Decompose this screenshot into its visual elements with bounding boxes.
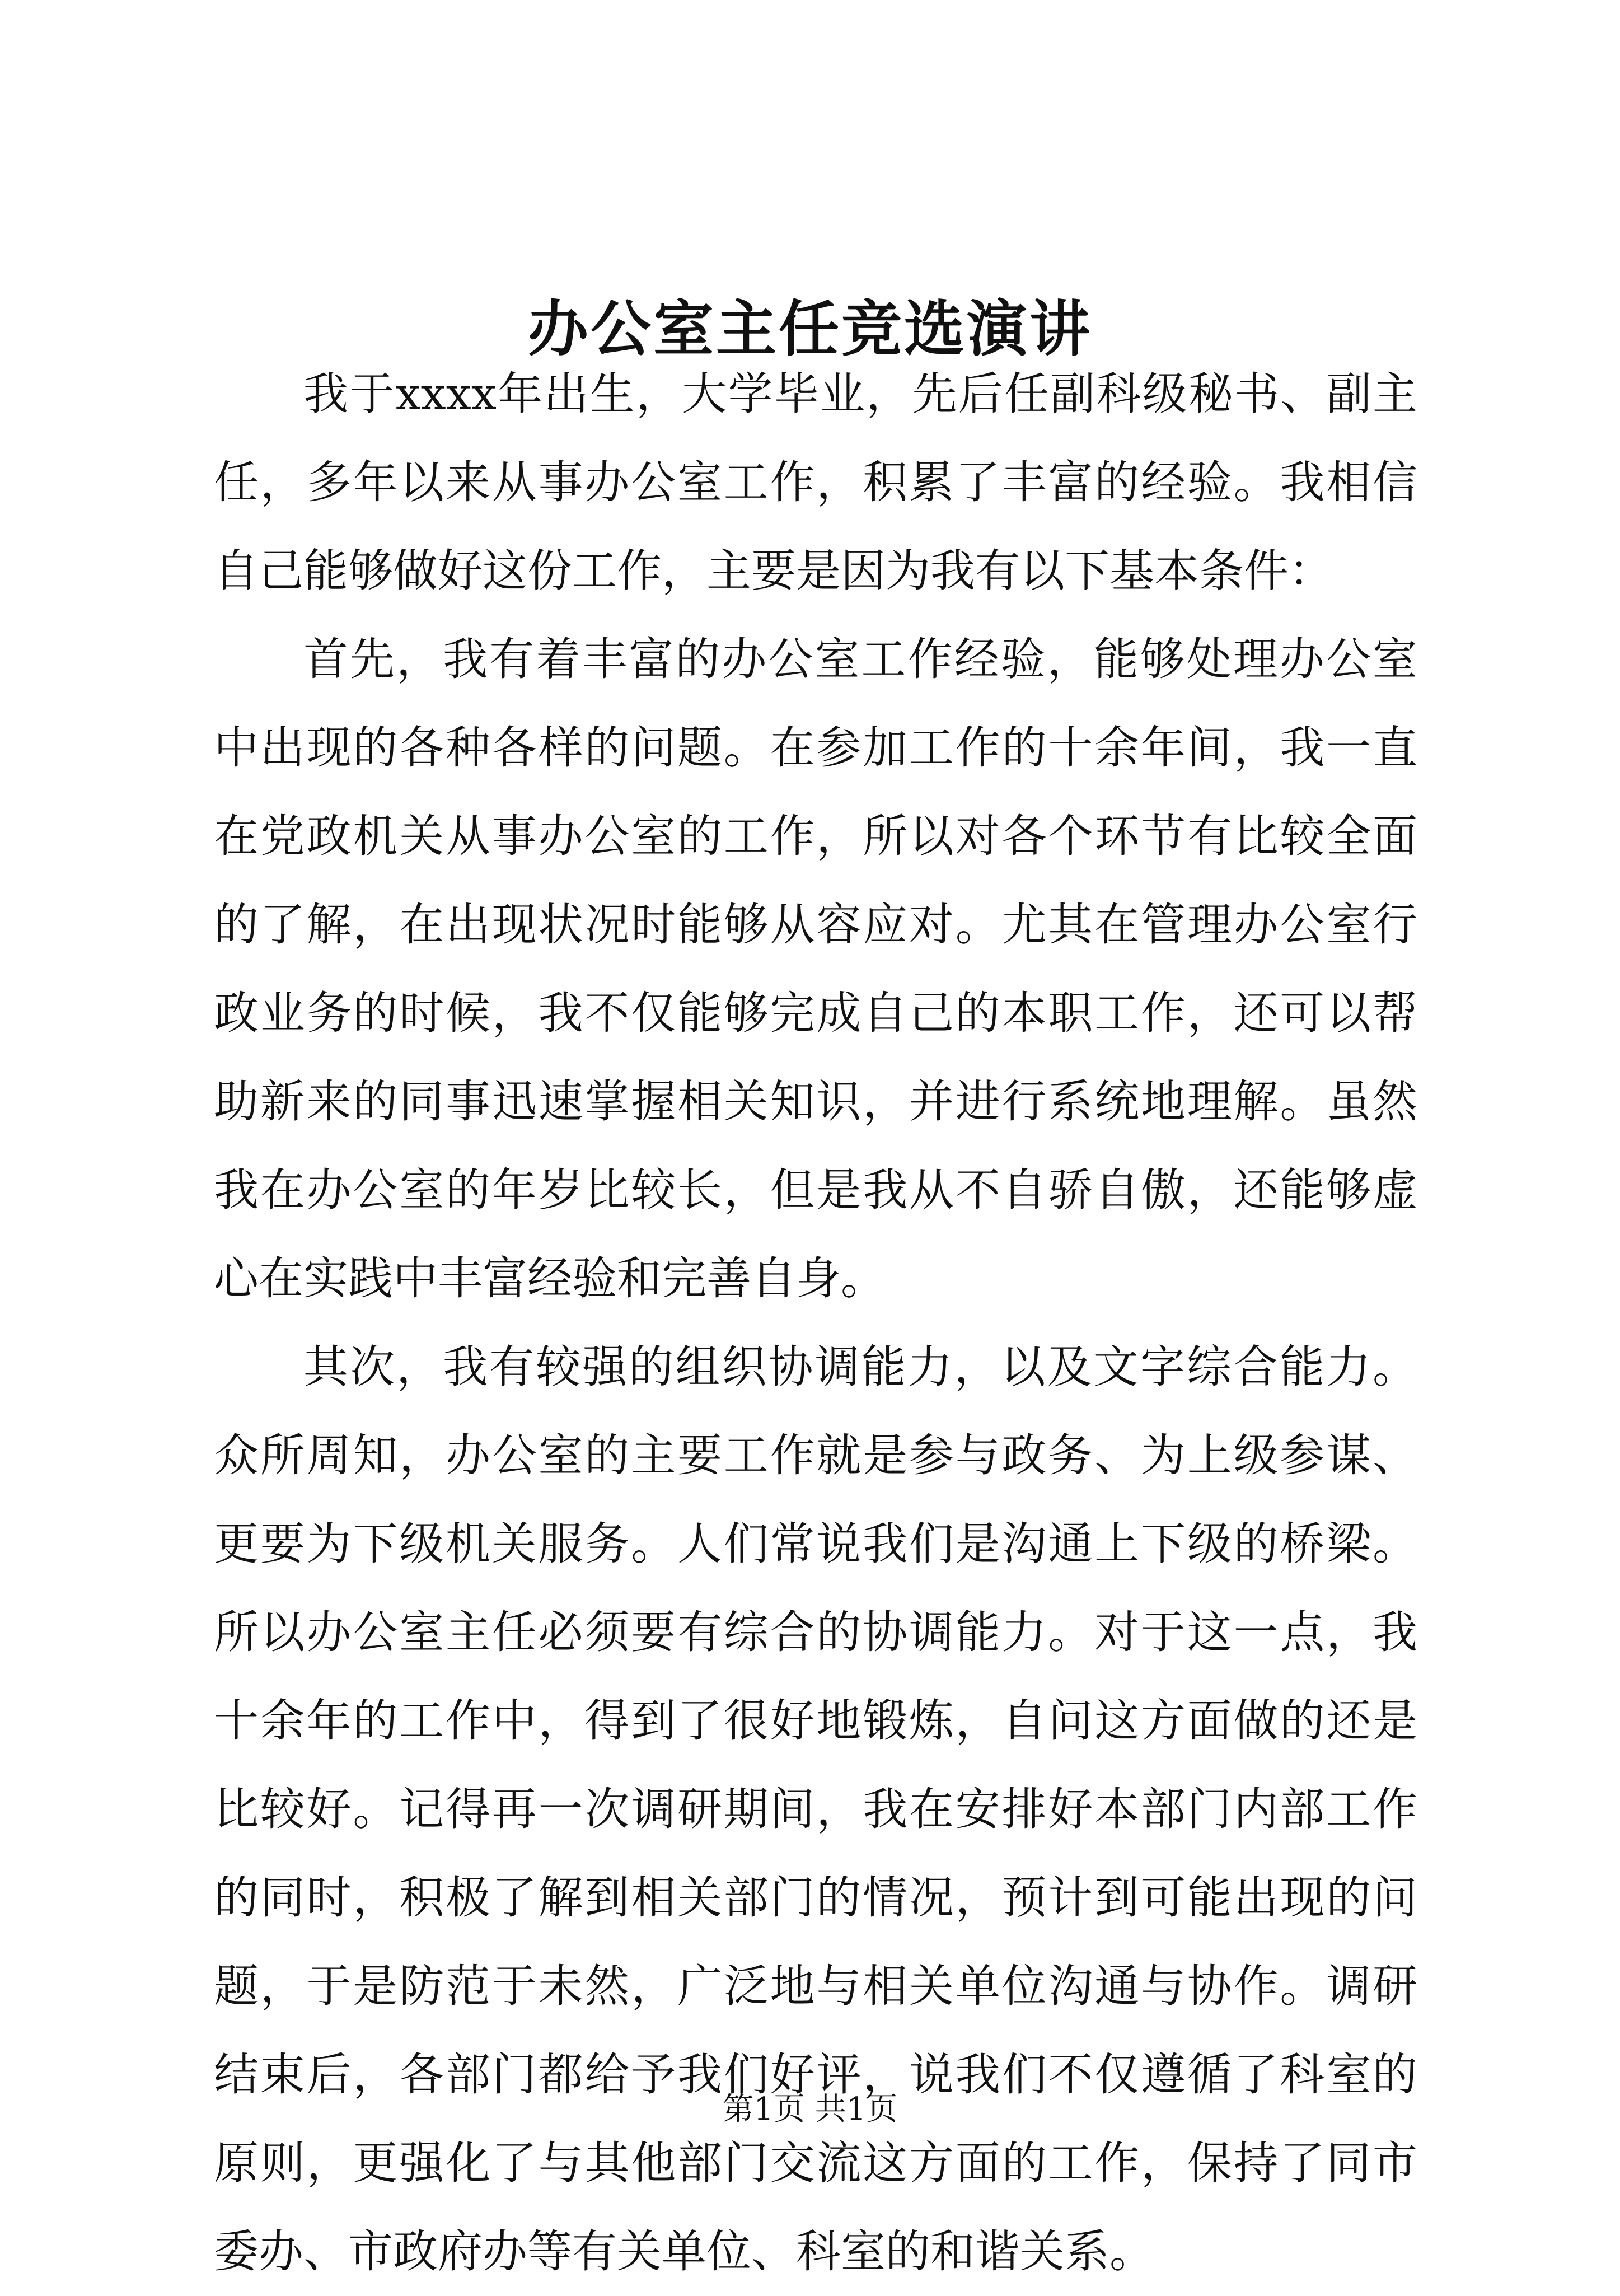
paragraph-second-reason: 其次，我有较强的组织协调能力，以及文字综合能力。众所周知，办公室的主要工作就是参与政务、为上级参谋、更要为下级机关服务。人们常说我们是沟通上下级的桥梁。所以办公室主任必须要有综合的协调能力。对于这一点，我十余年的工作中，得到了很好地锻炼，自问这方面做的还是比较好。记得再一次调研期间，我在安排好本部门内部工作的同时，积极了解到相关部门的情况，预计到可能出现的问题，于是防范于未然，广泛地与相关单位沟通与协作。调研结束后，各部门都给予我们好评，说我们不仅遵循了科室的原则，更强化了与其他部门交流这方面的工作，保持了同市委办、市政府办等有关单位、科室的和谐关系。	[214, 1341, 1417, 2278]
paragraph-first-reason: 首先，我有着丰富的办公室工作经验，能够处理办公室中出现的各种各样的问题。在参加工作的十余年间，我一直在党政机关从事办公室的工作，所以对各个环节有比较全面的了解，在出现状况时能够从容应对。尤其在管理办公室行政业务的时候，我不仅能够完成自己的本职工作，还可以帮助新来的同事迅速掌握相关知识，并进行系统地理解。虽然我在办公室的年岁比较长，但是我从不自骄自傲，还能够虚心在实践中丰富经验和完善自身。	[214, 633, 1417, 1304]
paragraph-intro: 我于xxxx年出生，大学毕业，先后任副科级秘书、副主任，多年以来从事办公室工作，积累了丰富的经验。我相信自己能够做好这份工作，主要是因为我有以下基本条件：	[214, 368, 1417, 597]
page-footer: 第1页 共1页	[722, 2091, 898, 2127]
document-body	[214, 350, 1417, 2296]
document-title: 办公室主任竞选演讲	[527, 294, 1092, 364]
